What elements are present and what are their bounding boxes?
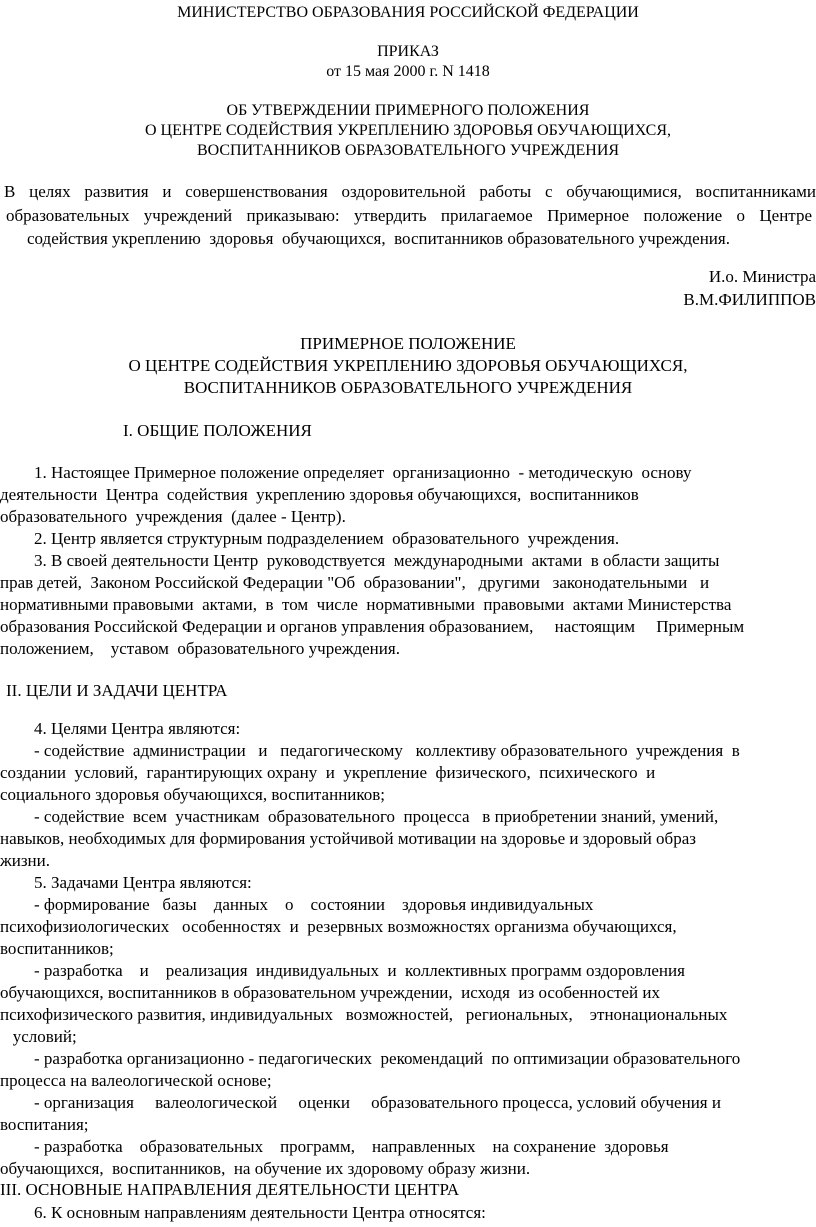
paragraph-line: обучающихся, воспитанников в образовательном учреждении, исходя из особенностей их — [0, 983, 660, 1002]
section-heading: II. ЦЕЛИ И ЗАДАЧИ ЦЕНТРА — [6, 681, 228, 700]
paragraph-line: нормативными правовыми актами, в том числе нормативными правовыми актами Министерства — [0, 595, 732, 614]
ministry-name: МИНИСТЕРСТВО ОБРАЗОВАНИЯ РОССИЙСКОЙ ФЕДЕРАЦИИ — [177, 4, 639, 21]
paragraph-line: воспитанников; — [0, 939, 114, 958]
paragraph-line: воспитания; — [0, 1115, 89, 1134]
paragraph-line: социального здоровья обучающихся, воспитанников; — [0, 785, 386, 804]
paragraph-line: психофизиологических особенностях и резервных возможностях организма обучающихся, — [0, 917, 677, 936]
regulation-title-line: ВОСПИТАННИКОВ ОБРАЗОВАТЕЛЬНОГО УЧРЕЖДЕНИЯ — [183, 378, 633, 397]
paragraph-line: 5. Задачами Центра являются: — [0, 873, 252, 892]
signatory-name: В.М.ФИЛИППОВ — [683, 290, 816, 309]
document-type: ПРИКАЗ — [377, 43, 439, 60]
order-title-line: ВОСПИТАННИКОВ ОБРАЗОВАТЕЛЬНОГО УЧРЕЖДЕНИЯ — [196, 142, 620, 159]
paragraph-line: - разработка образовательных программ, направленных на сохранение здоровья — [0, 1137, 669, 1156]
preamble-line: содействия укреплению здоровья обучающихся, воспитанников образовательного учреждения. — [27, 229, 730, 248]
paragraph-line: 3. В своей деятельности Центр руководствуется международными актами в области защиты — [0, 551, 720, 570]
order-title-line: О ЦЕНТРЕ СОДЕЙСТВИЯ УКРЕПЛЕНИЮ ЗДОРОВЬЯ ОБУЧАЮЩИХСЯ, — [144, 122, 672, 139]
paragraph-line: образования Российской Федерации и органов управления образованием, настоящим Примерным — [0, 617, 745, 636]
paragraph-line: - разработка организационно - педагогических рекомендаций по оптимизации образовательного — [0, 1049, 741, 1068]
regulation-title-line: О ЦЕНТРЕ СОДЕЙСТВИЯ УКРЕПЛЕНИЮ ЗДОРОВЬЯ ОБУЧАЮЩИХСЯ, — [128, 356, 688, 375]
paragraph-line: психофизического развития, индивидуальных возможностей, региональных, этнонациональных — [0, 1005, 728, 1024]
paragraph-line: обучающихся, воспитанников, на обучение их здоровому образу жизни. — [0, 1159, 531, 1178]
paragraph-line: деятельности Центра содействия укреплению здоровья обучающихся, воспитанников — [0, 485, 639, 504]
preamble-line: образовательных учреждений приказываю: утвердить прилагаемое Примерное положение о Центре — [6, 206, 812, 225]
paragraph-line: создании условий, гарантирующих охрану и укрепление физического, психического и — [0, 763, 656, 782]
paragraph-line: - содействие всем участникам образовательного процесса в приобретении знаний, умений, — [0, 807, 719, 826]
paragraph-line: 1. Настоящее Примерное положение определяет организационно - методическую основу — [0, 463, 692, 482]
paragraph-line: жизни. — [0, 851, 51, 870]
paragraph-line: прав детей, Законом Российской Федерации "Об образовании", другими законодательными и — [0, 573, 710, 592]
regulation-title-line: ПРИМЕРНОЕ ПОЛОЖЕНИЕ — [300, 334, 516, 353]
paragraph-line: положением, уставом образовательного учреждения. — [0, 639, 400, 658]
paragraph-line: условий; — [0, 1027, 77, 1046]
preamble-line: В целях развития и совершенствования оздоровительной работы с обучающимися, воспитанниками — [4, 182, 816, 201]
signatory-position: И.о. Министра — [708, 267, 816, 286]
paragraph-line: 6. К основным направлениям деятельности Центра относятся: — [0, 1203, 486, 1222]
paragraph-line: - формирование базы данных о состоянии здоровья индивидуальных — [0, 895, 594, 914]
paragraph-line: навыков, необходимых для формирования устойчивой мотивации на здоровье и здоровый образ — [0, 829, 696, 848]
paragraph-line: - организация валеологической оценки образовательного процесса, условий обучения и — [0, 1093, 721, 1112]
section-heading: I. ОБЩИЕ ПОЛОЖЕНИЯ — [123, 421, 312, 440]
paragraph-line: образовательного учреждения (далее - Центр). — [0, 507, 346, 526]
document-date: от 15 мая 2000 г. N 1418 — [326, 63, 490, 80]
paragraph-line: процесса на валеологической основе; — [0, 1071, 272, 1090]
paragraph-line: 4. Целями Центра являются: — [0, 719, 241, 738]
paragraph-line: 2. Центр является структурным подразделением образовательного учреждения. — [0, 529, 620, 548]
section-heading: III. ОСНОВНЫЕ НАПРАВЛЕНИЯ ДЕЯТЕЛЬНОСТИ ЦЕНТРА — [0, 1180, 460, 1199]
order-title-line: ОБ УТВЕРЖДЕНИИ ПРИМЕРНОГО ПОЛОЖЕНИЯ — [226, 102, 590, 119]
paragraph-line: - разработка и реализация индивидуальных и коллективных программ оздоровления — [0, 961, 685, 980]
paragraph-line: - содействие администрации и педагогическому коллективу образовательного учреждения в — [0, 741, 740, 760]
